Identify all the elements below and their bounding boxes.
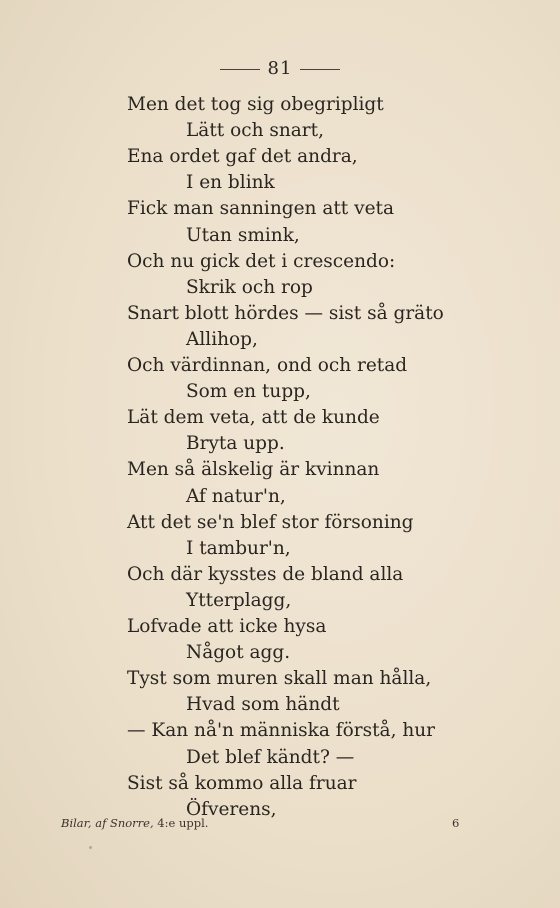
poem-line: Som en tupp, — [186, 381, 311, 403]
poem-line: Och nu gick det i crescendo: — [127, 250, 396, 272]
footer-title: Bilar, af Snorre, — [61, 816, 154, 830]
poem-line: Lät dem veta, att de kunde — [127, 407, 380, 429]
poem-line: Ytterplagg, — [186, 589, 292, 611]
poem-line: Att det se'n blef stor försoning — [127, 511, 414, 533]
poem-line: Ena ordet gaf det andra, — [127, 146, 358, 168]
poem-line: Tyst som muren skall man hålla, — [127, 668, 432, 690]
page-number — [0, 58, 560, 79]
poem-line: I tambur'n, — [186, 537, 291, 559]
poem-line: I en blink — [186, 172, 275, 194]
poem-line: Det blef kändt? — — [186, 746, 355, 768]
poem-line: Utan smink, — [186, 224, 300, 246]
footer-imprint — [61, 816, 461, 830]
poem-line: Öfverens, — [186, 798, 277, 820]
right-rule — [300, 69, 340, 70]
footer-edition: 4:e uppl. — [157, 816, 209, 830]
poem-line: Allihop, — [186, 328, 258, 350]
paper-speck — [89, 846, 92, 849]
poem-line: Skrik och rop — [186, 276, 313, 298]
poem-line: Snart blott hördes — sist så gräto — [127, 302, 444, 324]
poem-line: Och där kysstes de bland alla — [127, 563, 404, 585]
poem-line: Af natur'n, — [186, 485, 286, 507]
poem-line: Sist så kommo alla fruar — [127, 772, 357, 794]
poem-line: Lofvade att icke hysa — [127, 616, 327, 637]
left-rule — [220, 69, 260, 70]
poem-line: Men så älskelig är kvinnan — [127, 459, 380, 481]
poem-line: — Kan nå'n människa förstå, hur — [127, 720, 436, 742]
poem-line: Fick man sanningen att veta — [127, 198, 394, 220]
poem-line: Hvad som händt — [186, 694, 340, 716]
poem-line: Men det tog sig obegripligt — [127, 94, 384, 115]
signature-mark: 6 — [452, 816, 460, 830]
poem-line: Och värdinnan, ond och retad — [127, 355, 408, 376]
poem-line: Något agg. — [186, 642, 291, 664]
poem-line: Lätt och snart, — [186, 120, 324, 142]
page-number-text: 81 — [267, 58, 293, 79]
poem-line: Bryta upp. — [186, 433, 285, 455]
